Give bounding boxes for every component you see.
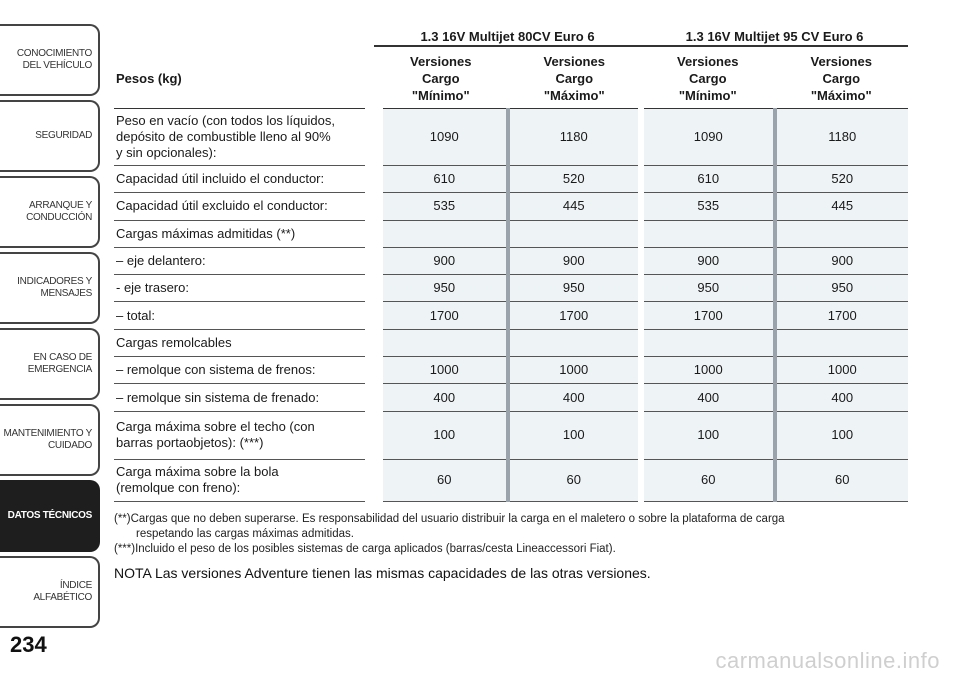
watermark: carmanualsonline.info [715, 648, 940, 673]
cell-value: 900 [374, 247, 508, 274]
cell-value: 100 [374, 411, 508, 459]
table-row [114, 302, 908, 329]
table-row [114, 329, 908, 356]
subheader-80-max: Versiones Cargo "Máximo" [543, 54, 605, 103]
cell-value: 100 [775, 411, 909, 459]
tab-mantenimiento[interactable]: MANTENIMIENTO Y CUIDADO [0, 404, 100, 476]
weights-table-container [114, 24, 908, 502]
footnote-1-continued: respetando las cargas máximas admitidas. [136, 528, 354, 540]
tab-indicadores[interactable]: INDICADORES Y MENSAJES [0, 252, 100, 324]
cell-value: 1000 [508, 357, 642, 384]
table-row [114, 384, 908, 411]
cell-value: 400 [508, 384, 642, 411]
cell-value: 60 [641, 459, 775, 501]
cell-value: 445 [508, 193, 642, 220]
row-label: – total: [116, 307, 156, 323]
weights-header: Pesos (kg) [116, 70, 182, 86]
cell-value: 520 [775, 166, 909, 193]
row-label: Peso en vacío (con todos los líquidos, depósito de combustible lleno al 90% y sin opcionales): [116, 113, 335, 160]
cell-value: 1090 [641, 109, 775, 166]
table-row [114, 109, 908, 166]
cell-value: 950 [775, 275, 909, 302]
cell-value: 1000 [641, 357, 775, 384]
cell-value [641, 220, 775, 247]
cell-value: 950 [508, 275, 642, 302]
table-row [114, 357, 908, 384]
table-row [114, 411, 908, 459]
header-spacer [114, 24, 374, 46]
row-label: Cargas máximas admitidas (**) [116, 225, 296, 241]
tab-arranque[interactable]: ARRANQUE Y CONDUCCIÓN [0, 176, 100, 248]
cell-value: 1090 [374, 109, 508, 166]
row-label: - eje trasero: [116, 280, 189, 296]
cell-value: 900 [775, 247, 909, 274]
footnotes [114, 512, 914, 582]
footnote-1: (**)Cargas que no deben superarse. Es responsabilidad del usuario distribuir la carga en el maletero o sobre la plataforma de carga [114, 513, 785, 525]
cell-value [374, 329, 508, 356]
note-text: NOTA Las versiones Adventure tienen las mismas capacidades de las otras versiones. [114, 565, 651, 581]
cell-value: 950 [374, 275, 508, 302]
cell-value: 400 [775, 384, 909, 411]
cell-value: 60 [508, 459, 642, 501]
table-row [114, 247, 908, 274]
cell-value: 1000 [374, 357, 508, 384]
table-row [114, 220, 908, 247]
cell-value: 1700 [508, 302, 642, 329]
row-label: – eje delantero: [116, 253, 206, 269]
page-number: 234 [10, 632, 47, 657]
table-row [114, 275, 908, 302]
table-row [114, 166, 908, 193]
cell-value: 610 [374, 166, 508, 193]
subheader-95-min: Versiones Cargo "Mínimo" [677, 54, 739, 103]
cell-value: 900 [508, 247, 642, 274]
cell-value: 610 [641, 166, 775, 193]
row-label: Capacidad útil excluido el conductor: [116, 198, 328, 214]
tab-indice[interactable]: ÍNDICE ALFABÉTICO [0, 556, 100, 628]
subheader-80-min: Versiones Cargo "Mínimo" [410, 54, 472, 103]
row-label: Carga máxima sobre el techo (con barras portaobjetos): (***) [116, 419, 315, 451]
cell-value: 400 [374, 384, 508, 411]
table-row [114, 459, 908, 501]
cell-value: 950 [641, 275, 775, 302]
cell-value: 60 [775, 459, 909, 501]
cell-value [775, 220, 909, 247]
tab-conocimiento[interactable]: CONOCIMIENTO DEL VEHÍCULO [0, 24, 100, 96]
cell-value: 1700 [374, 302, 508, 329]
row-label: Cargas remolcables [116, 334, 232, 350]
subheader-95-max: Versiones Cargo "Máximo" [810, 54, 872, 103]
cell-value: 1180 [508, 109, 642, 166]
row-label: Capacidad útil incluido el conductor: [116, 171, 325, 187]
cell-value: 100 [641, 411, 775, 459]
group-header-80cv: 1.3 16V Multijet 80CV Euro 6 [374, 24, 641, 46]
group-header-95cv: 1.3 16V Multijet 95 CV Euro 6 [641, 24, 908, 46]
cell-value: 100 [508, 411, 642, 459]
cell-value: 1000 [775, 357, 909, 384]
cell-value: 1700 [775, 302, 909, 329]
cell-value: 1180 [775, 109, 909, 166]
cell-value: 900 [641, 247, 775, 274]
tab-seguridad[interactable]: SEGURIDAD [0, 100, 100, 172]
weights-table [114, 24, 908, 502]
cell-value [374, 220, 508, 247]
cell-value: 400 [641, 384, 775, 411]
cell-value: 60 [374, 459, 508, 501]
cell-value [508, 329, 642, 356]
cell-value: 520 [508, 166, 642, 193]
cell-value: 535 [641, 193, 775, 220]
cell-value [641, 329, 775, 356]
tab-datos-tecnicos[interactable]: DATOS TÉCNICOS [0, 480, 100, 552]
footnote-2: (***)Incluido el peso de los posibles sistemas de carga aplicados (barras/cesta Lineaccessori Fiat). [114, 543, 616, 555]
row-label: – remolque sin sistema de frenado: [116, 389, 320, 405]
cell-value: 445 [775, 193, 909, 220]
row-label: Carga máxima sobre la bola (remolque con freno): [116, 464, 279, 496]
cell-value: 535 [374, 193, 508, 220]
table-row [114, 193, 908, 220]
cell-value: 1700 [641, 302, 775, 329]
row-label: – remolque con sistema de frenos: [116, 362, 316, 378]
tab-emergencia[interactable]: EN CASO DE EMERGENCIA [0, 328, 100, 400]
cell-value [775, 329, 909, 356]
cell-value [508, 220, 642, 247]
